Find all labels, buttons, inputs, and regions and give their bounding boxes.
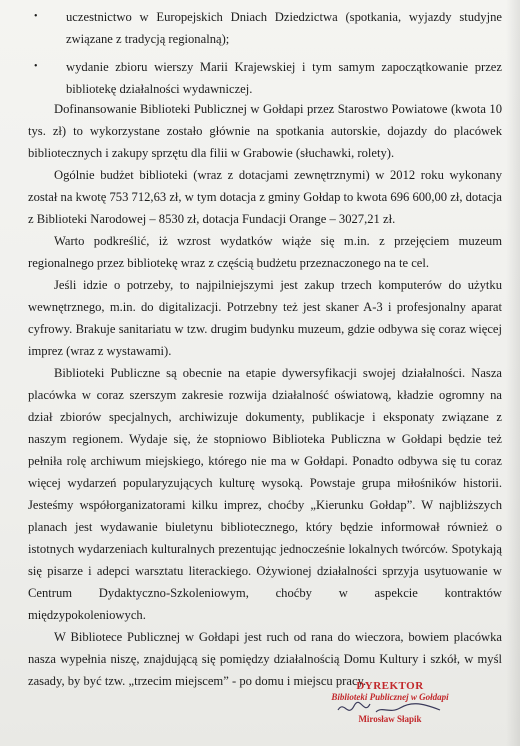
paragraph-diversification: Biblioteki Publiczne są obecnie na etapie dywersyfikacji swojej działalności. Nasza placówka w coraz szerszym zakresie rozwija działalność oświatową, kładzie ogromny na dział zbiorów specjalnych, archiwizuje dokumenty, publikacje i eksponaty związane z naszym regionem. Wydaje się, że stopniowo Biblioteka Publiczna w Gołdapi będzie też pełniła rolę archiwum miejskiego, którego nie ma w Gołdapi. Ponadto odbywa się tu coraz więcej wydarzeń popularyzujących kulturę wysoką. Powstaje grupa miłośników historii. Jesteśmy współorganizatorami kilku imprez, choćby „Kierunku Gołdap”. W najbliższych planach jest wydawanie biuletynu bibliotecznego, który będzie informował również o istotnych wydarzeniach kulturalnych prezentując jednocześnie lokalnych twórców. Spotykają się pisarze i adepci warsztatu literackiego. Ożywionej działalności sprzyja usytuowanie w Centrum Dydaktyczno-Szkoleniowym, choćby w aspekcie kontraktów międzypokoleniowych. [28, 366, 502, 622]
signature-title: DYREKTOR [356, 680, 424, 692]
paragraph-needs: Jeśli idzie o potrzeby, to najpilniejszymi jest zakup trzech komputerów do użytku wewnętrznego, m.in. do digitalizacji. Potrzebny też jest skaner A-3 i profesjonalny aparat cyfrowy. Brakuje sanitariatu w tzw. drugim budynku muzeum, gdzie odbywa się coraz więcej imprez (wraz z wystawami). [28, 278, 502, 358]
bullet-icon: • [34, 61, 38, 72]
document-body [28, 98, 502, 692]
signature-name: Mirosław Słapik [358, 714, 422, 724]
signature-organization: Biblioteki Publicznej w Gołdapi [331, 692, 449, 702]
bullet-icon: • [34, 11, 38, 22]
bullet-list [28, 6, 502, 106]
paragraph-third-place: W Bibliotece Publicznej w Gołdapi jest ruch od rana do wieczora, bowiem placówka nasza wypełnia niszę, znajdującą się pomiędzy działalnością Domu Kultury i szkół, w myśl zasady, by być tzw. „trzecim miejscem” - po domu i miejscu pracy. [28, 630, 502, 688]
bullet-text: uczestnictwo w Europejskich Dniach Dziedzictwa (spotkania, wyjazdy studyjne związane z tradycją regionalną); [66, 10, 502, 46]
paragraph-budget: Ogólnie budżet biblioteki (wraz z dotacjami zewnętrznymi) w 2012 roku wykonany został na kwotę 753 712,63 zł, w tym dotacja z gminy Gołdap to kwota 696 600,00 zł, dotacja z Biblioteki Narodowej – 8530 zł, dotacja Fundacji Orange – 3027,21 zł. [28, 168, 502, 226]
page-fold-shadow [506, 0, 520, 746]
list-item [28, 56, 502, 100]
bullet-text: wydanie zbioru wierszy Marii Krajewskiej i tym samym zapoczątkowanie przez bibliotekę działalności wydawniczej. [66, 60, 502, 96]
list-item [28, 6, 502, 50]
handwritten-signature-icon [330, 696, 450, 720]
paragraph-funding: Dofinansowanie Biblioteki Publicznej w Gołdapi przez Starostwo Powiatowe (kwota 10 tys. zł) to wykorzystane zostało głównie na spotkania autorskie, dojazdy do placówek bibliotecznych i zakupy sprzętu dla filii w Grabowie (słuchawki, rolety). [28, 102, 502, 160]
paragraph-expenses: Warto podkreślić, iż wzrost wydatków wiąże się m.in. z przejęciem muzeum regionalnego przez bibliotekę wraz z częścią budżetu przeznaczonego na te cel. [28, 234, 502, 270]
director-signature-stamp [300, 680, 480, 725]
